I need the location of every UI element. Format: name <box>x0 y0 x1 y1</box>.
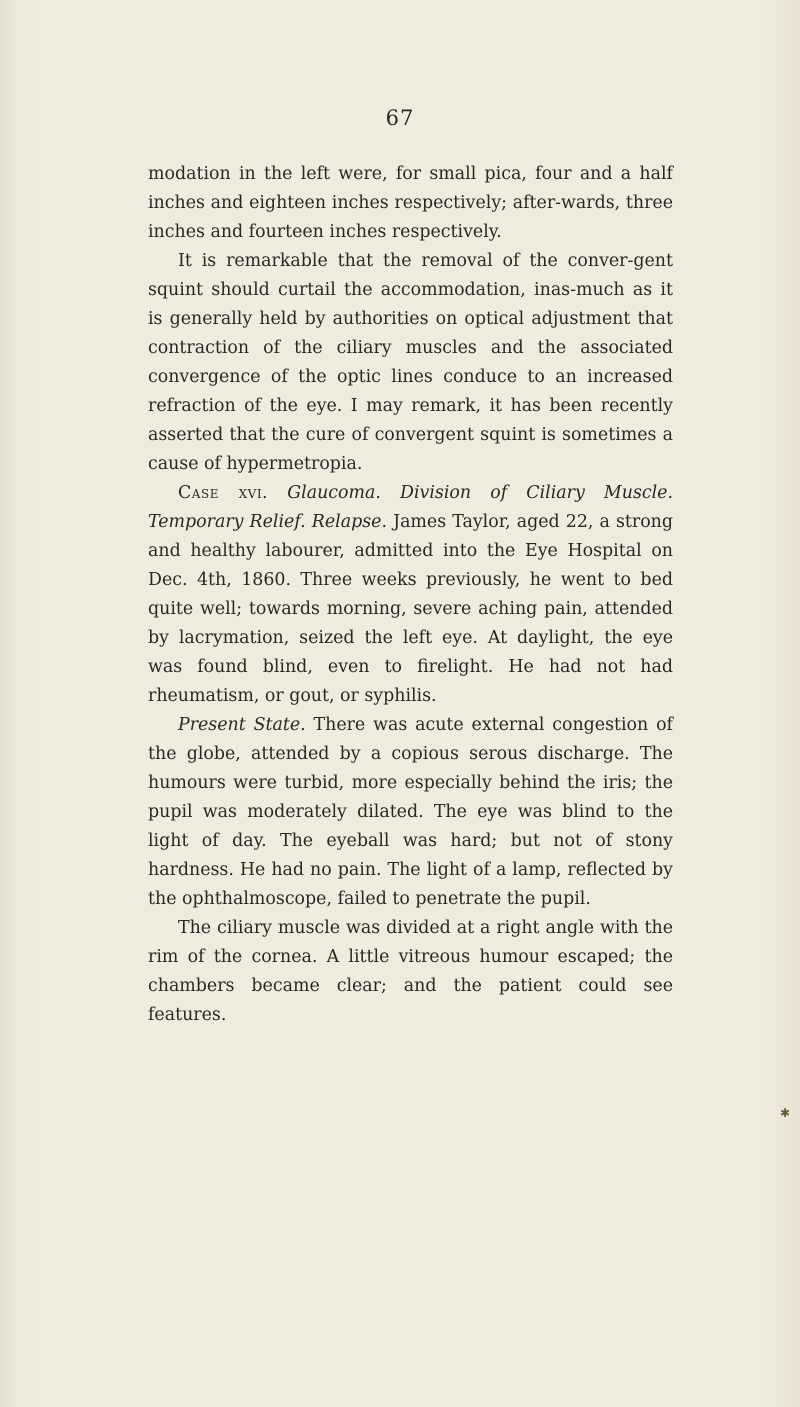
case-paragraph <box>148 479 673 711</box>
ink-mark: ✱ <box>780 1106 791 1120</box>
present-state-paragraph <box>148 711 673 914</box>
paragraph-continuation: modation in the left were, for small pica, four and a half inches and eighteen inches respectively; after-wards, three inches and fourteen inches respectively. <box>148 164 673 242</box>
closing-paragraph: The ciliary muscle was divided at a right angle with the rim of the cornea. A little vitreous humour escaped; the chambers became clear; and the patient could see features. <box>148 918 673 1025</box>
present-state-text: There was acute external congestion of the globe, attended by a copious serous discharge. The humours were turbid, more especially behind the iris; the pupil was moderately dilated. The eye was blind to the light of day. The eyeball was hard; but not of stony hardness. He had no pain. The light of a lamp, reflected by the ophthalmoscope, failed to penetrate the pupil. <box>148 715 673 909</box>
present-state-label: Present State. <box>178 715 306 735</box>
body-text <box>148 160 673 1030</box>
case-label: Case xvi. <box>178 483 269 503</box>
paragraph-squint-remark: It is remarkable that the removal of the conver-gent squint should curtail the accommodation, inas-much as it is generally held by authorities on optical adjustment that contraction of the ciliary muscles and the associated convergence of the optic lines conduce to an increased refraction of the eye. I may remark, it has been recently asserted that the cure of convergent squint is sometimes a cause of hypermetropia. <box>148 251 673 474</box>
page-number: 67 <box>385 106 415 130</box>
case-text: James Taylor, aged 22, a strong and healthy labourer, admitted into the Eye Hospital on Dec. 4th, 1860. Three weeks previously, he went to bed quite well; towards morning, severe aching pain, attended by lacrymation, seized the left eye. At daylight, the eye was found blind, even to firelight. He had not had rheumatism, or gout, or syphilis. <box>148 512 673 706</box>
case-heading: Glaucoma. Division of Ciliary Muscle. Temporary Relief. Relapse. <box>148 483 673 532</box>
